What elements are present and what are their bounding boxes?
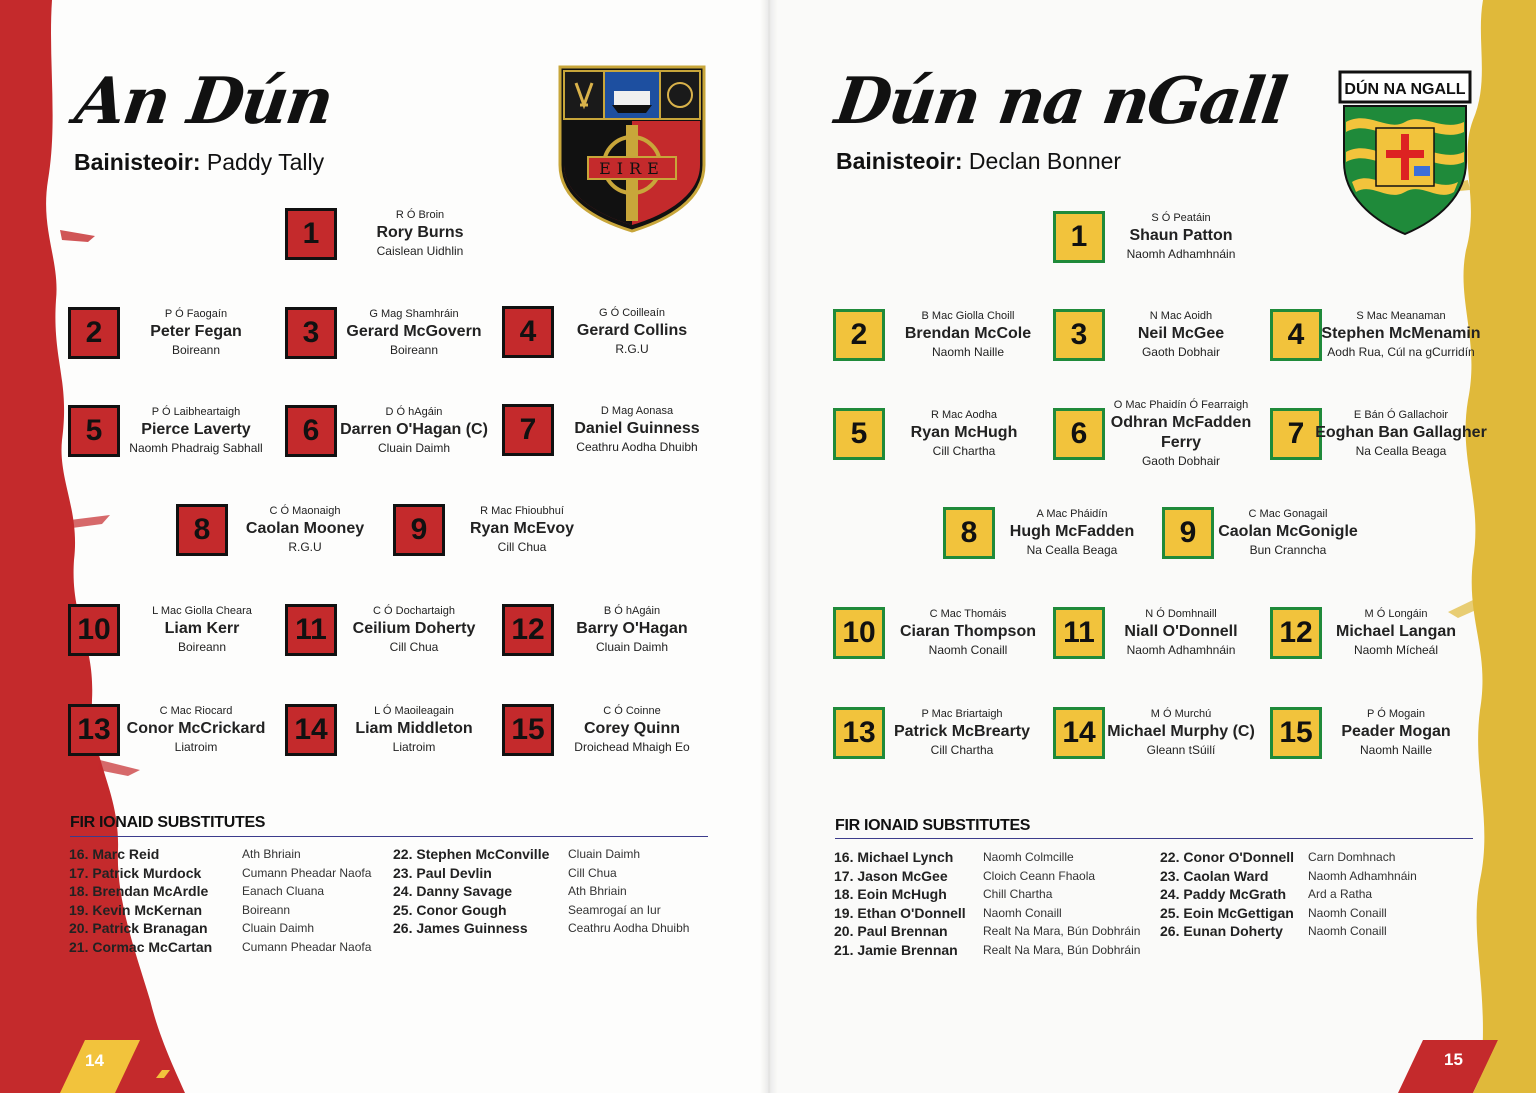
player-irish-name: G Ó Coilleaín xyxy=(598,307,666,319)
player-club: Liatroim xyxy=(174,740,218,754)
jersey-number: 11 xyxy=(285,604,337,656)
sub-club: Naomh Colmcille xyxy=(983,850,1074,864)
manager-line xyxy=(836,148,1121,175)
player-info xyxy=(577,306,687,358)
player-info xyxy=(894,707,1030,759)
player-info xyxy=(127,704,266,756)
sub-player: 17. Patrick Murdock xyxy=(69,864,202,881)
player-irish-name: N Mac Aoidh xyxy=(1149,310,1213,322)
player-club: Droichead Mhaigh Eo xyxy=(574,740,690,754)
sub-player: 24. Paddy McGrath xyxy=(1160,886,1287,903)
player-club: Naomh Mícheál xyxy=(1353,643,1439,657)
player-name: Stephen McMenamin xyxy=(1321,325,1481,342)
player-irish-name: M Ó Murchú xyxy=(1150,708,1212,720)
sub-player: 17. Jason McGee xyxy=(834,867,948,884)
player-info xyxy=(1111,398,1251,470)
jersey-number: 15 xyxy=(1270,707,1322,759)
sub-club: Cluain Daimh xyxy=(568,847,641,861)
player-club: Cluain Daimh xyxy=(595,640,669,654)
subs-title: FIR IONAID SUBSTITUTES xyxy=(70,814,266,831)
sub-player: 26. James Guinness xyxy=(393,920,528,937)
player-name: Odhran McFadden xyxy=(1110,414,1252,431)
manager-line xyxy=(74,149,324,176)
sub-club: Ath Bhriain xyxy=(242,847,301,861)
player-info xyxy=(470,504,574,556)
sub-club: Naomh Conaill xyxy=(1308,924,1387,939)
player-name: Neil McGee xyxy=(1137,325,1225,342)
sub-player: 18. Eoin McHugh xyxy=(834,886,947,903)
jersey-number: 4 xyxy=(1270,309,1322,361)
sub-player: 19. Ethan O'Donnell xyxy=(834,904,966,921)
book-spine xyxy=(760,0,778,1093)
player-info xyxy=(900,607,1036,659)
sub-club: Cumann Pheadar Naofa xyxy=(242,865,372,880)
player-name: Gerard McGovern xyxy=(346,323,482,340)
jersey-number: 7 xyxy=(502,404,554,456)
player-club: Cill Chua xyxy=(389,640,439,654)
sub-player: 16. Michael Lynch xyxy=(834,849,954,865)
manager-label: Bainisteoir: xyxy=(836,148,963,174)
player-club: Naomh Adhamhnáin xyxy=(1126,247,1236,261)
sub-player: 24. Danny Savage xyxy=(393,883,513,900)
player-irish-name: P Ó Laibheartaigh xyxy=(151,406,241,418)
player-irish-name: R Mac Fhioubhuí xyxy=(480,505,564,517)
sub-player: 23. Caolan Ward xyxy=(1160,867,1269,884)
sub-player: 21. Cormac McCartan xyxy=(69,939,213,955)
player-irish-name: O Mac Phaidín Ó Fearraigh xyxy=(1113,399,1249,411)
player-name: Ryan McEvoy xyxy=(469,520,575,537)
player-name: Hugh McFadden xyxy=(1009,523,1135,540)
player-name: Barry O'Hagan xyxy=(576,620,688,637)
player-info xyxy=(150,307,242,359)
player-name: Caolan Mooney xyxy=(245,520,365,537)
sub-club: Ceathru Aodha Dhuibh xyxy=(568,921,690,936)
player-irish-name: E Bán Ó Gallachoir xyxy=(1353,409,1449,421)
player-irish-name: P Ó Faogaín xyxy=(164,308,228,320)
player-irish-name: L Mac Giolla Cheara xyxy=(152,605,252,617)
player-club: R.G.U xyxy=(615,342,649,356)
player-info xyxy=(574,404,699,456)
player-name: Liam Middleton xyxy=(355,720,473,737)
player-name: Ciaran Thompson xyxy=(899,623,1037,640)
player-name: Patrick McBrearty xyxy=(893,723,1031,740)
jersey-number: 11 xyxy=(1053,607,1105,659)
player-info xyxy=(1107,707,1255,759)
jersey-number: 12 xyxy=(502,604,554,656)
player-info xyxy=(1341,707,1450,759)
jersey-number: 10 xyxy=(833,607,885,659)
jersey-number: 9 xyxy=(1162,507,1214,559)
player-info xyxy=(346,307,481,359)
player-info xyxy=(576,604,687,656)
player-club: Boireann xyxy=(171,343,221,357)
sub-club: Eanach Cluana xyxy=(242,884,325,899)
page-donegal xyxy=(768,0,1536,1093)
player-irish-name: M Ó Longáin xyxy=(1364,608,1428,620)
sub-club: Carn Domhnach xyxy=(1308,850,1396,864)
sub-club: Chill Chartha xyxy=(983,887,1053,902)
manager-name: Paddy Tally xyxy=(206,149,325,175)
player-info xyxy=(1321,309,1480,361)
jersey-number: 8 xyxy=(943,507,995,559)
player-name: Daniel Guinness xyxy=(574,420,700,437)
sub-club: Ath Bhriain xyxy=(568,884,627,899)
player-club: Gaoth Dobhair xyxy=(1141,454,1221,468)
player-irish-name: C Ó Dochartaigh xyxy=(373,605,455,617)
player-irish-name: N Ó Domhnaill xyxy=(1145,608,1217,620)
sub-player: 25. Conor Gough xyxy=(393,901,507,918)
jersey-number: 8 xyxy=(176,504,228,556)
jersey-number: 6 xyxy=(1053,408,1105,460)
player-irish-name: G Mag Shamhráin xyxy=(369,308,459,320)
player-irish-name: C Ó Coinne xyxy=(603,705,661,717)
player-info xyxy=(1127,211,1236,263)
player-irish-name: P Mac Briartaigh xyxy=(921,708,1003,720)
player-irish-name: C Ó Maonaigh xyxy=(269,505,341,517)
player-name: Shaun Patton xyxy=(1129,227,1233,244)
player-name: Gerard Collins xyxy=(576,322,688,339)
sub-player: 26. Eunan Doherty xyxy=(1160,923,1283,940)
player-info xyxy=(1218,507,1358,559)
player-club: R.G.U xyxy=(288,540,322,554)
player-name: Darren O'Hagan (C) xyxy=(340,421,488,438)
jersey-number: 3 xyxy=(285,307,337,359)
player-name: Pierce Laverty xyxy=(141,421,251,438)
player-irish-name: B Ó hAgáin xyxy=(603,605,661,617)
player-name: Ryan McHugh xyxy=(910,424,1018,441)
jersey-number: 13 xyxy=(68,704,120,756)
player-club: Na Cealla Beaga xyxy=(1026,543,1118,557)
player-irish-name: S Ó Peatáin xyxy=(1151,212,1211,224)
page-number: 14 xyxy=(85,1051,104,1070)
player-name-line2: Ferry xyxy=(1160,434,1202,451)
player-irish-name: C Mac Gonagail xyxy=(1248,508,1328,520)
jersey-number: 14 xyxy=(1053,707,1105,759)
svg-text:EIRE: EIRE xyxy=(599,159,665,178)
player-name: Michael Langan xyxy=(1335,623,1457,640)
player-club: Naomh Phadraig Sabhall xyxy=(129,441,263,455)
jersey-number: 6 xyxy=(285,405,337,457)
player-irish-name: D Ó hAgáin xyxy=(385,406,443,418)
player-name: Peader Mogan xyxy=(1341,723,1451,740)
sub-player: 25. Eoin McGettigan xyxy=(1160,904,1294,921)
player-club: Naomh Naille xyxy=(1359,743,1433,757)
jersey-number: 2 xyxy=(833,309,885,361)
player-irish-name: A Mac Pháidín xyxy=(1036,508,1108,520)
player-info xyxy=(1336,607,1456,659)
player-info xyxy=(574,704,689,756)
player-club: Bun Cranncha xyxy=(1249,543,1327,557)
player-club: Cill Chua xyxy=(497,540,547,554)
team-title: An Dún xyxy=(70,64,337,139)
jersey-number: 15 xyxy=(502,704,554,756)
player-info xyxy=(905,309,1031,361)
sub-club: Cumann Pheadar Naofa xyxy=(242,940,372,954)
player-name: Corey Quinn xyxy=(583,720,680,737)
player-irish-name: C Mac Riocard xyxy=(159,705,233,717)
sub-club: Naomh Adhamhnáin xyxy=(1308,868,1417,883)
player-name: Brendan McCole xyxy=(904,325,1032,342)
player-name: Rory Burns xyxy=(376,224,464,241)
sub-club: Seamrogaí an Iur xyxy=(568,902,661,917)
jersey-number: 4 xyxy=(502,306,554,358)
sub-player: 18. Brendan McArdle xyxy=(69,883,209,900)
sub-club: Naomh Conaill xyxy=(1308,905,1387,920)
jersey-number: 12 xyxy=(1270,607,1322,659)
jersey-number: 2 xyxy=(68,307,120,359)
jersey-number: 3 xyxy=(1053,309,1105,361)
player-club: Naomh Naille xyxy=(931,345,1005,359)
player-info xyxy=(911,408,1018,460)
player-info xyxy=(1010,507,1134,559)
down-crest-icon xyxy=(558,65,706,233)
player-club: Gaoth Dobhair xyxy=(1141,345,1221,359)
jersey-number: 9 xyxy=(393,504,445,556)
player-club: Aodh Rua, Cúl na gCurridín xyxy=(1327,345,1475,359)
jersey-number: 10 xyxy=(68,604,120,656)
player-name: Caolan McGonigle xyxy=(1218,523,1358,540)
jersey-number: 7 xyxy=(1270,408,1322,460)
player-info xyxy=(340,405,488,457)
jersey-number: 1 xyxy=(285,208,337,260)
jersey-number: 5 xyxy=(833,408,885,460)
sub-club: Realt Na Mara, Bún Dobhráin xyxy=(983,924,1141,939)
page-number: 15 xyxy=(1444,1050,1463,1069)
player-irish-name: R Ó Broin xyxy=(395,209,445,221)
player-club: Naomh Conaill xyxy=(928,643,1008,657)
player-irish-name: S Mac Meanaman xyxy=(1356,310,1446,322)
player-club: Boireann xyxy=(389,343,439,357)
sub-club: Ard a Ratha xyxy=(1308,887,1373,902)
player-club: Gleann tSúilí xyxy=(1146,743,1216,757)
player-info xyxy=(246,504,364,556)
donegal-crest-icon xyxy=(1338,70,1472,236)
player-club: Caislean Uidhlin xyxy=(376,244,464,258)
player-club: Cluain Daimh xyxy=(377,441,451,455)
player-info xyxy=(1124,607,1237,659)
player-name: Niall O'Donnell xyxy=(1124,623,1238,640)
sub-player: 23. Paul Devlin xyxy=(393,864,492,881)
player-club: Liatroim xyxy=(392,740,436,754)
subs-title: FIR IONAID SUBSTITUTES xyxy=(835,817,1031,834)
player-irish-name: D Mag Aonasa xyxy=(600,405,674,417)
jersey-number: 5 xyxy=(68,405,120,457)
sub-club: Naomh Conaill xyxy=(983,905,1062,920)
player-club: Naomh Adhamhnáin xyxy=(1126,643,1236,657)
player-irish-name: P Ó Mogain xyxy=(1367,708,1425,720)
jersey-number: 14 xyxy=(285,704,337,756)
manager-name: Declan Bonner xyxy=(968,148,1122,174)
sub-player: 22. Stephen McConville xyxy=(393,846,550,862)
sub-club: Cloich Ceann Fhaola xyxy=(983,868,1096,883)
player-irish-name: R Mac Aodha xyxy=(930,409,998,421)
player-name: Michael Murphy (C) xyxy=(1107,723,1255,740)
sub-player: 22. Conor O'Donnell xyxy=(1160,849,1295,865)
player-club: Ceathru Aodha Dhuibh xyxy=(576,440,698,454)
player-name: Ceilium Doherty xyxy=(352,620,476,637)
team-title: Dún na nGall xyxy=(830,64,1290,139)
sub-player: 21. Jamie Brennan xyxy=(834,942,958,958)
player-info xyxy=(152,604,252,656)
sub-club: Cluain Daimh xyxy=(242,921,315,936)
player-name: Liam Kerr xyxy=(164,620,240,637)
subs-divider xyxy=(70,836,708,837)
player-name: Conor McCrickard xyxy=(126,720,266,737)
player-club: Cill Chartha xyxy=(932,444,996,458)
player-info xyxy=(376,208,463,260)
player-club: Na Cealla Beaga xyxy=(1355,444,1447,458)
manager-label: Bainisteoir: xyxy=(74,149,201,175)
svg-text:DÚN NA NGALL: DÚN NA NGALL xyxy=(1344,81,1466,98)
sub-club: Realt Na Mara, Bún Dobhráin xyxy=(983,943,1141,957)
player-irish-name: B Mac Giolla Choill xyxy=(921,310,1015,322)
jersey-number: 13 xyxy=(833,707,885,759)
jersey-number: 1 xyxy=(1053,211,1105,263)
player-irish-name: L Ó Maoileagain xyxy=(374,705,454,717)
sub-club: Boireann xyxy=(242,902,291,917)
sub-club: Cill Chua xyxy=(568,865,617,880)
sub-player: 16. Marc Reid xyxy=(69,846,160,862)
sub-player: 19. Kevin McKernan xyxy=(69,901,203,918)
sub-player: 20. Patrick Branagan xyxy=(69,920,208,937)
player-info xyxy=(1315,408,1487,460)
player-name: Peter Fegan xyxy=(150,323,242,340)
player-irish-name: C Mac Thomáis xyxy=(929,608,1007,620)
player-info xyxy=(355,704,472,756)
player-club: Cill Chartha xyxy=(930,743,994,757)
subs-divider xyxy=(835,838,1473,839)
player-name: Eoghan Ban Gallagher xyxy=(1315,424,1487,441)
player-info xyxy=(1138,309,1224,361)
player-info xyxy=(129,405,262,457)
sub-player: 20. Paul Brennan xyxy=(834,923,948,940)
player-club: Boireann xyxy=(177,640,227,654)
player-info xyxy=(353,604,476,656)
